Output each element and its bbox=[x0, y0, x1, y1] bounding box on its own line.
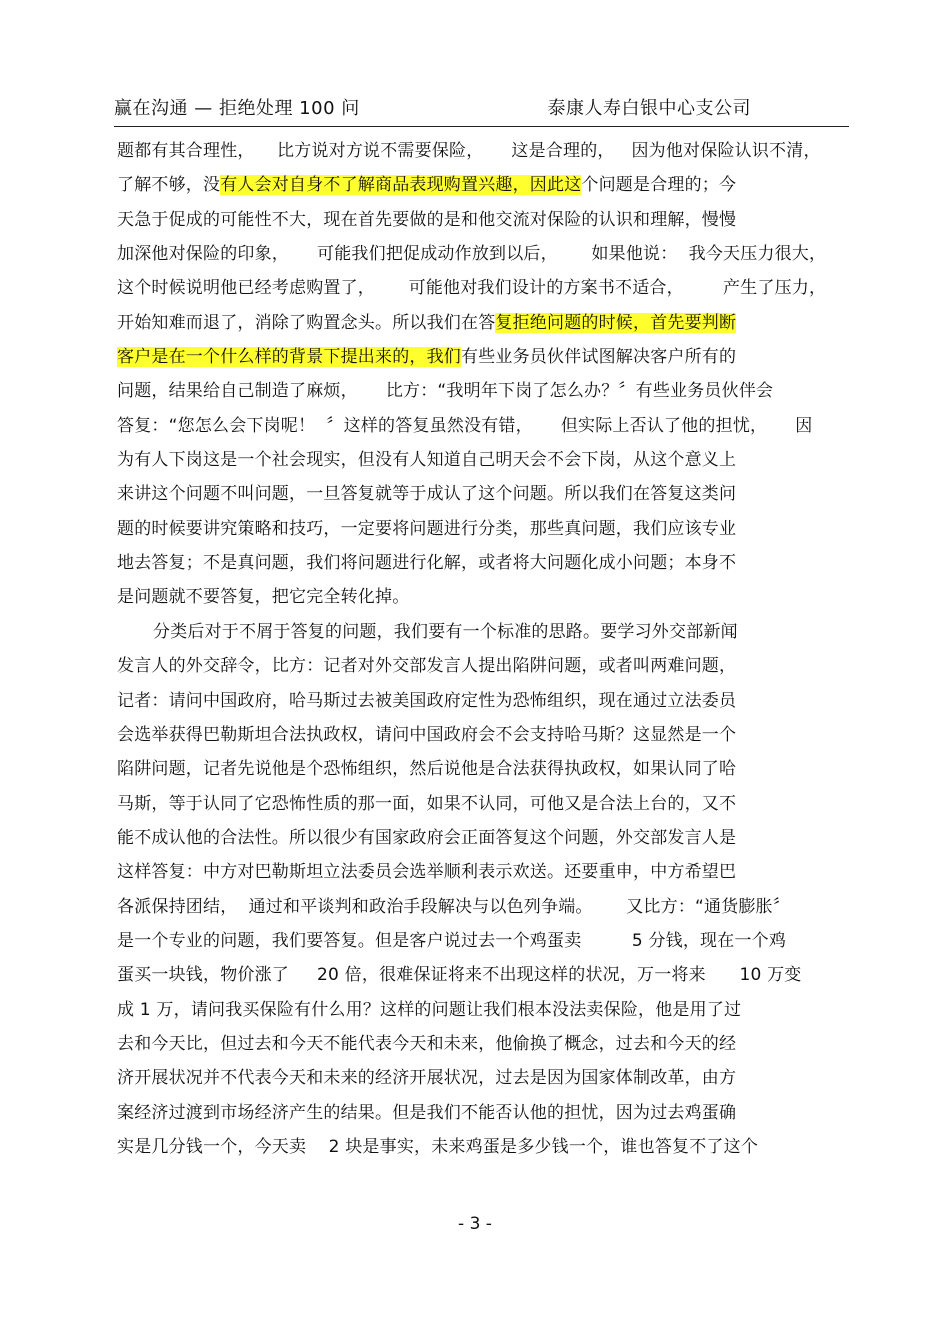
text-segment: 这样答复：中方对巴勒斯坦立法委员会选举顺利表示欢送。还要重申，中方希望巴 bbox=[117, 862, 737, 883]
text-segment: 去和今天比，但过去和今天不能代表今天和未来，他偷换了概念，过去和今天的经 bbox=[117, 1033, 737, 1054]
text-line bbox=[117, 684, 857, 718]
text-segment: 答复：“您怎么会下岗呢！ 〞这样的答复虽然没有错， 但实际上否认了他的担忧， 因 bbox=[117, 415, 813, 436]
text-line bbox=[117, 306, 857, 340]
header-document-title: 赢在沟通 — 拒绝处理 100 问 bbox=[114, 98, 360, 119]
text-line bbox=[117, 1027, 857, 1061]
text-segment: 题的时候要讲究策略和技巧，一定要将问题进行分类，那些真问题，我们应该专业 bbox=[117, 518, 737, 539]
text-segment: 题都有其合理性， 比方说对方说不需要保险， 这是合理的， 因为他对保险认识不清， bbox=[117, 141, 821, 161]
text-line bbox=[117, 580, 857, 614]
text-segment: 蛋买一块钱，物价涨了 20 倍，很难保证将来不出现这样的状况，万一将来 10 万变 bbox=[117, 965, 802, 986]
highlighted-text: 有人会对自身不了解商品表现购置兴趣，因此这 bbox=[220, 175, 582, 196]
highlighted-text: 复拒绝问题的时候，首先要判断 bbox=[495, 312, 737, 333]
text-line bbox=[117, 168, 857, 202]
text-line bbox=[117, 271, 857, 305]
text-line bbox=[117, 890, 857, 924]
text-segment: 记者：请问中国政府，哈马斯过去被美国政府定性为恐怖组织，现在通过立法委员 bbox=[117, 690, 737, 711]
text-line bbox=[117, 821, 857, 855]
text-line bbox=[117, 409, 857, 443]
text-line bbox=[117, 924, 857, 958]
text-line bbox=[117, 855, 857, 889]
highlighted-text: 客户是在一个什么样的背景下提出来的，我们 bbox=[117, 347, 461, 368]
page-number: - 3 - bbox=[458, 1214, 492, 1234]
text-segment: 分类后对于不屑于答复的问题，我们要有一个标准的思路。要学习外交部新闻 bbox=[153, 621, 738, 642]
text-segment: 了解不够，没 bbox=[117, 175, 221, 196]
text-line bbox=[117, 649, 857, 683]
document-body bbox=[117, 134, 857, 1164]
text-segment: 为有人下岗这是一个社会现实，但没有人知道自己明天会不会下岗，从这个意义上 bbox=[117, 450, 737, 471]
text-line bbox=[117, 1061, 857, 1095]
text-segment: 案经济过渡到市场经济产生的结果。但是我们不能否认他的担忧，因为过去鸡蛋确 bbox=[117, 1102, 737, 1123]
text-line bbox=[117, 512, 857, 546]
text-segment: 开始知难而退了，消除了购置念头。所以我们在答 bbox=[117, 312, 496, 333]
text-segment: 发言人的外交辞令，比方：记者对外交部发言人提出陷阱问题，或者叫两难问题， bbox=[117, 656, 737, 677]
text-segment: 问题，结果给自己制造了麻烦， 比方：“我明年下岗了怎么办？〞有些业务员伙伴会 bbox=[117, 381, 774, 402]
text-segment: 陷阱问题，记者先说他是个恐怖组织，然后说他是合法获得执政权，如果认同了哈 bbox=[117, 759, 737, 780]
text-line bbox=[117, 134, 857, 168]
text-line bbox=[117, 237, 857, 271]
text-segment: 这个时候说明他已经考虑购置了， 可能他对我们设计的方案书不适合， 产生了压力， bbox=[117, 278, 827, 299]
text-line bbox=[117, 1096, 857, 1130]
text-segment: 实是几分钱一个，今天卖 2 块是事实，未来鸡蛋是多少钱一个，谁也答复不了这个 bbox=[117, 1136, 759, 1157]
text-segment: 济开展状况并不代表今天和未来的经济开展状况，过去是因为国家体制改革，由方 bbox=[117, 1068, 737, 1089]
text-line bbox=[117, 443, 857, 477]
page-header bbox=[114, 90, 849, 127]
text-line bbox=[117, 546, 857, 580]
text-line bbox=[117, 1130, 857, 1164]
text-segment: 各派保持团结， 通过和平谈判和政治手段解决与以色列争端。 又比方：“通货膨胀〞 bbox=[117, 896, 791, 917]
text-segment: 是一个专业的问题，我们要答复。但是客户说过去一个鸡蛋卖 5 分钱，现在一个鸡 bbox=[117, 930, 787, 951]
text-segment: 成 1 万，请问我买保险有什么用？这样的问题让我们根本没法卖保险，他是用了过 bbox=[117, 999, 742, 1020]
text-segment: 天急于促成的可能性不大，现在首先要做的是和他交流对保险的认识和理解，慢慢 bbox=[117, 209, 737, 230]
text-segment: 能不成认他的合法性。所以很少有国家政府会正面答复这个问题，外交部发言人是 bbox=[117, 827, 737, 848]
text-line bbox=[117, 958, 857, 992]
text-segment: 是问题就不要答复，把它完全转化掉。 bbox=[117, 587, 410, 608]
text-line bbox=[117, 203, 857, 237]
text-line bbox=[117, 752, 857, 786]
text-segment: 加深他对保险的印象， 可能我们把促成动作放到以后， 如果他说： 我今天压力很大， bbox=[117, 244, 827, 265]
text-line bbox=[117, 993, 857, 1027]
text-line bbox=[117, 615, 857, 649]
text-segment: 会选举获得巴勒斯坦合法执政权，请问中国政府会不会支持哈马斯？这显然是一个 bbox=[117, 724, 737, 745]
text-segment: 地去答复；不是真问题，我们将问题进行化解，或者将大问题化成小问题；本身不 bbox=[117, 553, 737, 574]
text-line bbox=[117, 374, 857, 408]
text-segment: 个问题是合理的；今 bbox=[581, 175, 737, 196]
text-line bbox=[117, 340, 857, 374]
text-segment: 有些业务员伙伴试图解决客户所有的 bbox=[461, 347, 737, 368]
text-segment: 马斯，等于认同了它恐怖性质的那一面，如果不认同，可他又是合法上台的，又不 bbox=[117, 793, 737, 814]
text-segment: 来讲这个问题不叫问题，一旦答复就等于成认了这个问题。所以我们在答复这类问 bbox=[117, 484, 737, 505]
text-line bbox=[117, 477, 857, 511]
text-line bbox=[117, 787, 857, 821]
text-line bbox=[117, 718, 857, 752]
header-company-name: 泰康人寿白银中心支公司 bbox=[547, 98, 751, 119]
